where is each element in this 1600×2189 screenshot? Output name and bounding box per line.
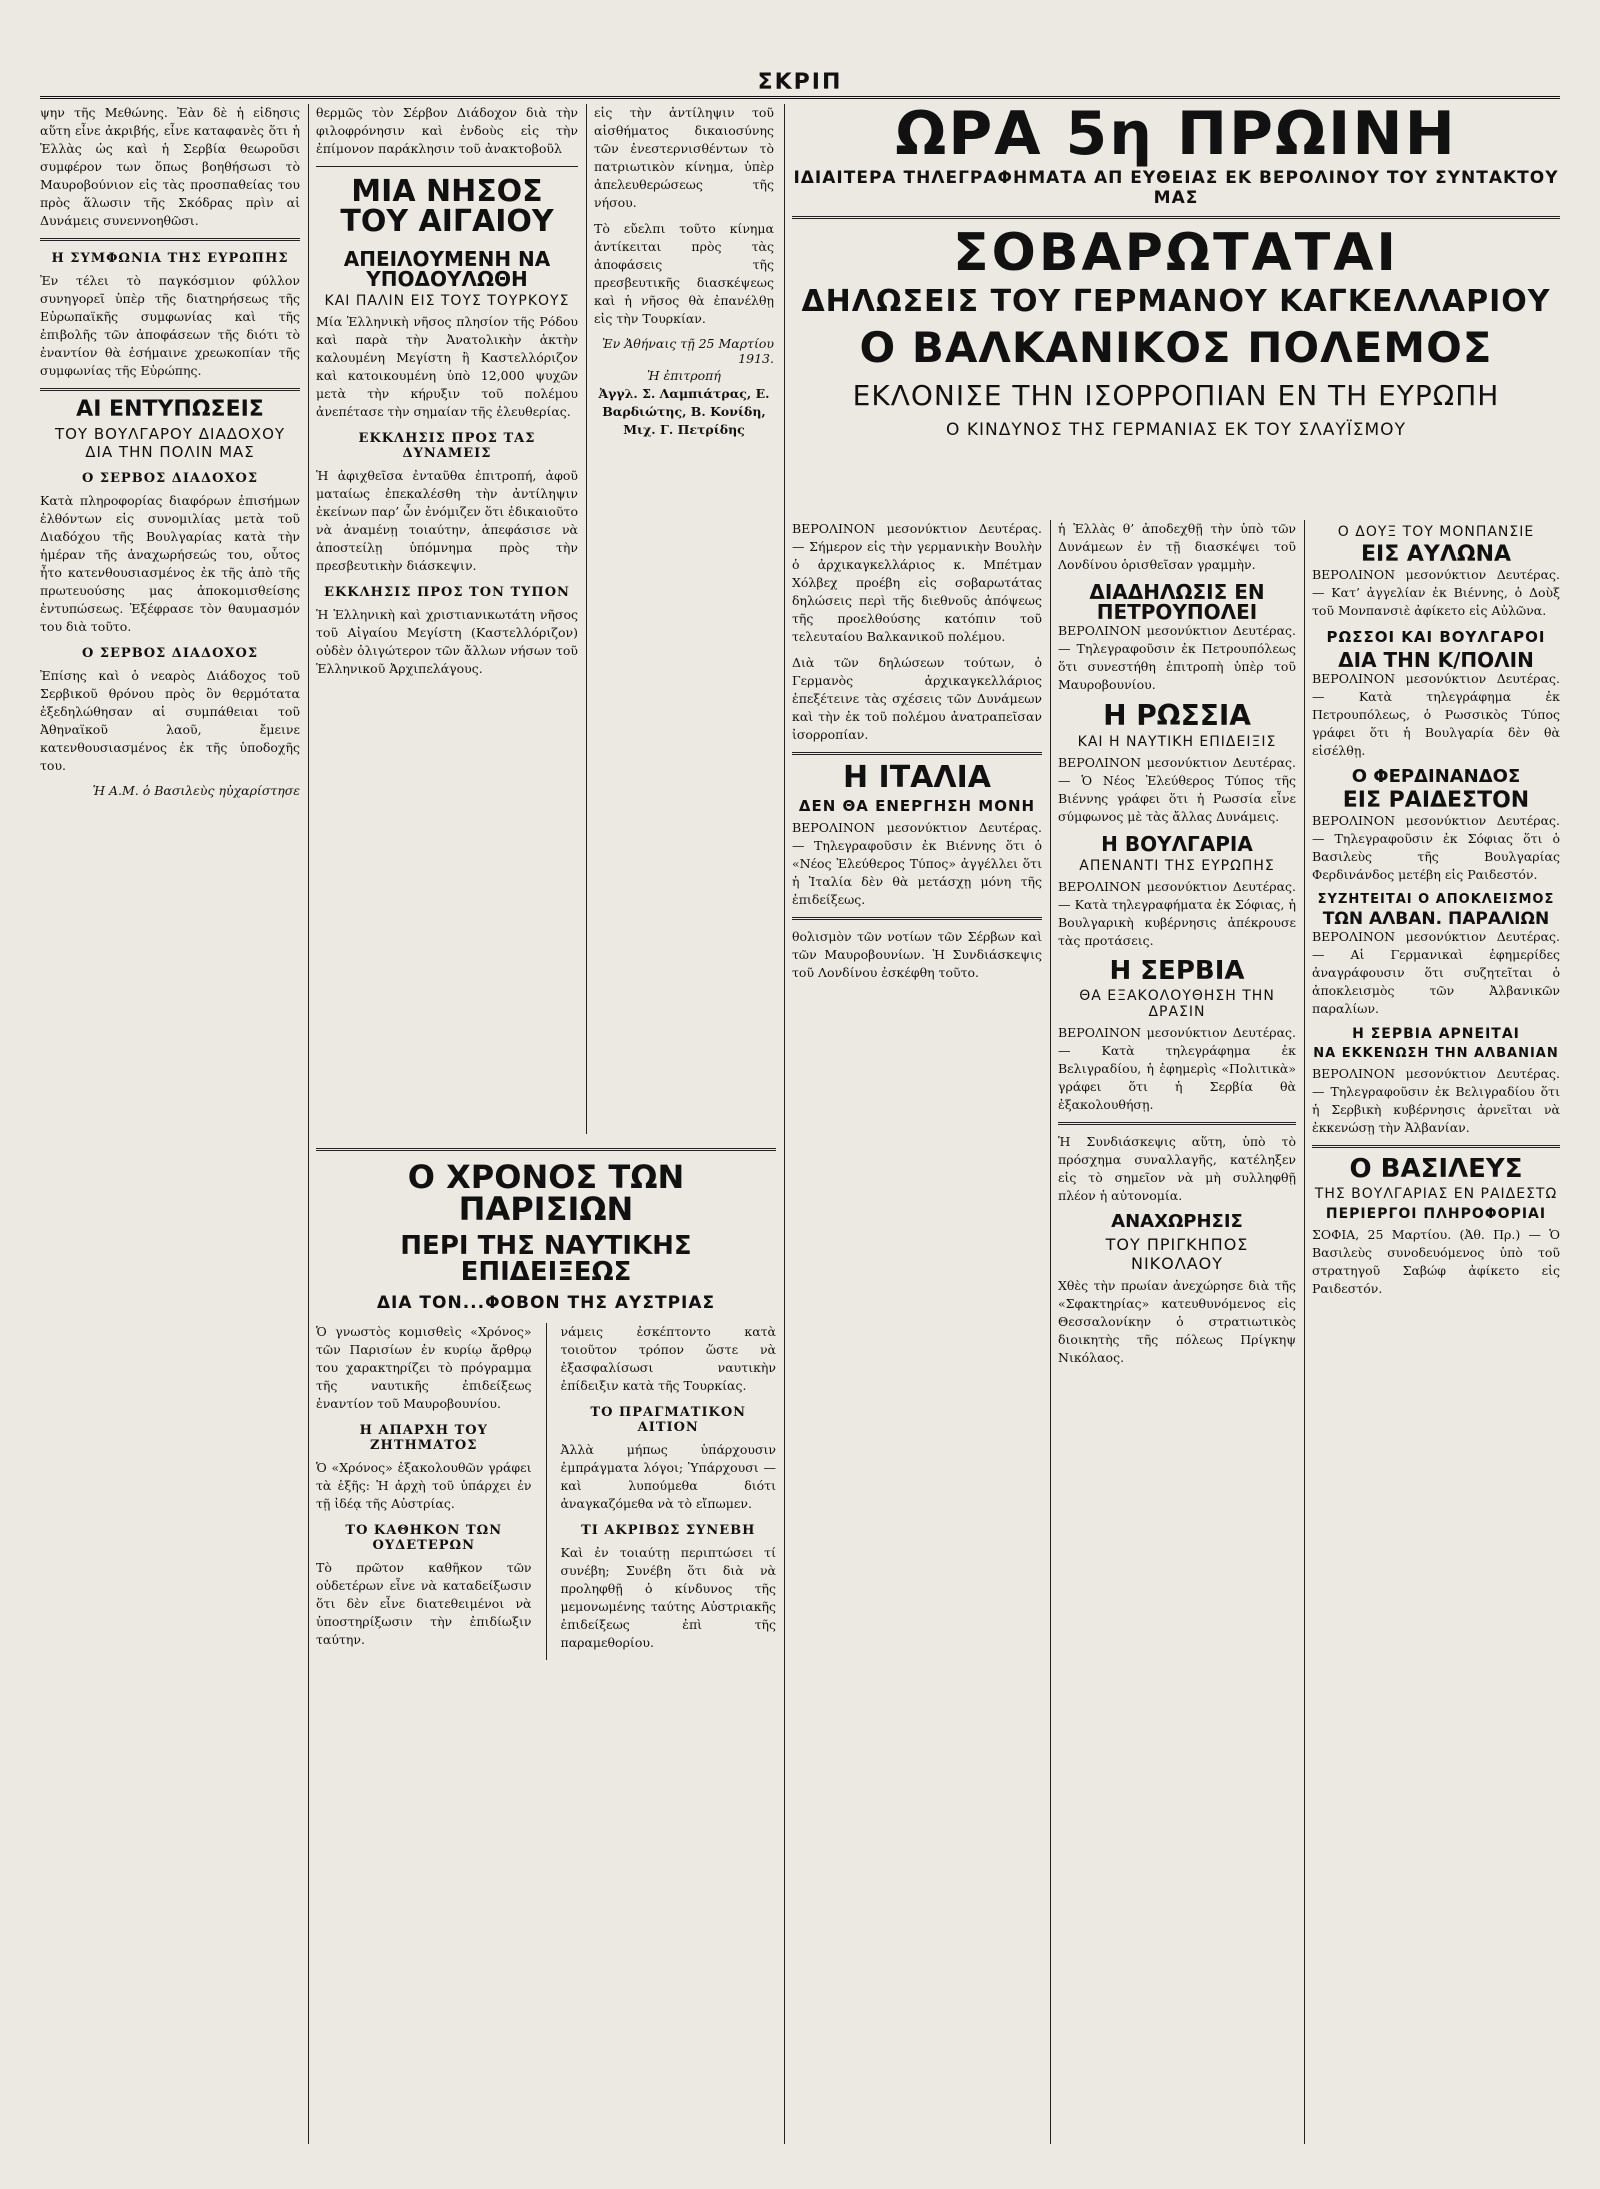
headline-apokleismos: ΣΥΖΗΤΕΙΤΑΙ Ο ΑΠΟΚΛΕΙΣΜΟΣ	[1317, 892, 1555, 907]
article-text: Ἡ Ἑλληνικὴ καὶ χριστιανικωτάτη νῆσος τοῦ Αἰγαίου Μεγίστη (Καστελλόριζον) οὐδὲν ὀλιγώτερον τῶν ἄλλων νήσων τοῦ Ἑλληνικοῦ Ἀρχιπελάγους.	[316, 607, 578, 676]
headline-diloseis: ΔΗΛΩΣΕΙΣ ΤΟΥ ΓΕΡΜΑΝΟΥ ΚΑΓΚΕΛΛΑΡΙΟΥ	[801, 284, 1551, 319]
article-text: Ὁ «Χρόνος» ἐξακολουθῶν γράφει τὰ ἑξῆς: Ἡ ἀρχὴ τοῦ ὑπάρχει ἐν τῇ ἰδέᾳ τῆς Αὐστρίας.	[316, 1460, 532, 1511]
headline-naftiki: ΠΕΡΙ ΤΗΣ ΝΑΥΤΙΚΗΣ ΕΠΙΔΕΙΞΕΩΣ	[400, 1231, 692, 1287]
subheadline-avstria: ΔΙΑ ΤΟΝ...ΦΟΒΟΝ ΤΗΣ ΑΥΣΤΡΙΑΣ	[376, 1293, 716, 1313]
article-text: εἰς τὴν ἀντίληψιν τοῦ αἰσθήματος δικαιοσύνης τῶν ἐνεστερνισθέντων τὸ πατριωτικὸν κίνημα, ὑπὲρ ἀπελευθερώσεως τῆς νήσου.	[594, 105, 774, 210]
article-text: ΒΕΡΟΛΙΝΟΝ μεσονύκτιον Δευτέρας. — Κατὰ τηλεγράφημα ἐκ Βελιγραδίου, ἡ ἐφημερὶς «Πολιτικὰ» γράφει ὅτι ἡ Σερβία θὰ ἐξακολουθήσῃ.	[1058, 1025, 1296, 1112]
article-text: ΒΕΡΟΛΙΝΟΝ μεσονύκτιον Δευτέρας. — Ὁ Νέος Ἐλεύθερος Τύπος τῆς Βιέννης γράφει ὅτι ἡ Ρωσσία εἶνε σύμφωνος μὲ τὰς ἄλλας Δυνάμεις.	[1058, 755, 1296, 824]
committee-names: Ἀγγλ. Σ. Λαμπιάτρας, Ε. Βαρδιώτης, Β. Κονίδη, Μιχ. Γ. Πετρίδης	[598, 386, 770, 437]
headline-ferdinandos: Ο ΦΕΡΔΙΝΑΝΔΟΣ	[1351, 766, 1521, 787]
column-right-2	[1058, 520, 1296, 2144]
subheadline-kindynos: Ο ΚΙΝΔΥΝΟΣ ΤΗΣ ΓΕΡΜΑΝΙΑΣ ΕΚ ΤΟΥ ΣΛΑΥΪΣΜΟΥ	[946, 420, 1406, 440]
column-rule	[308, 104, 309, 2144]
divider	[316, 1148, 776, 1151]
column-1	[40, 104, 300, 2144]
divider	[40, 238, 300, 241]
headline-rossoi: ΡΩΣΣΟΙ ΚΑΙ ΒΟΥΛΓΑΡΟΙ	[1326, 628, 1546, 646]
article-text: Χθὲς τὴν πρωίαν ἀνεχώρησε διὰ τῆς «Σφακτηρίας» κατευθυνόμενος εἰς Θεσσαλονίκην ὁ στρατιωτικὸς διοικητὴς τῆς πόλεως Πρίγκηψ Νικόλαος.	[1058, 1278, 1296, 1365]
subheadline-nikolaou: ΤΟΥ ΠΡΙΓΚΗΠΟΣ ΝΙΚΟΛΑΟΥ	[1105, 1235, 1249, 1273]
divider	[792, 917, 1042, 920]
divider	[792, 752, 1042, 755]
divider	[1312, 1145, 1560, 1148]
headline-chronos: Ο ΧΡΟΝΟΣ ΤΩΝ ΠΑΡΙΣΙΩΝ	[407, 1158, 685, 1228]
divider	[40, 388, 300, 391]
headline-ti-synevi: ΤΙ ΑΚΡΙΒΩΣ ΣΥΝΕΒΗ	[581, 1523, 756, 1538]
headline-sovarotatai: ΣΟΒΑΡΩΤΑΤΑΙ	[953, 223, 1399, 283]
headline-aparchi: Η ΑΠΑΡΧΗ ΤΟΥ ΖΗΤΗΜΑΤΟΣ	[359, 1423, 488, 1453]
headline-anachorisis: ΑΝΑΧΩΡΗΣΙΣ	[1111, 1211, 1243, 1232]
lower-section	[316, 1140, 776, 2144]
subheadline-vasilefs: ΤΗΣ ΒΟΥΛΓΑΡΙΑΣ ΕΝ ΡΑΙΔΕΣΤΩ	[1314, 1186, 1558, 1202]
column-3	[594, 104, 774, 1134]
headline-kathikon: ΤΟ ΚΑΘΗΚΟΝ ΤΩΝ ΟΥΔΕΤΕΡΩΝ	[345, 1523, 503, 1553]
headline-kpolin: ΔΙΑ ΤΗΝ Κ/ΠΟΛΙΝ	[1338, 648, 1534, 672]
headline-nisos: ΜΙΑ ΝΗΣΟΣ ΤΟΥ ΑΙΓΑΙΟΥ	[340, 174, 554, 239]
article-text: θολισμὸν τῶν νοτίων τῶν Σέρβων καὶ τῶν Μαυροβουνίων. Ἡ Συνδιάσκεψις τοῦ Λονδίνου ἐσκέφθη τοῦτο.	[792, 929, 1042, 980]
article-text: ἡ Ἑλλὰς θ’ ἀποδεχθῇ τὴν ὑπὸ τῶν Δυνάμεων ἐν τῇ διασκέψει τοῦ Λονδίνου ὁρισθεῖσαν γραμμὴν.	[1058, 521, 1296, 572]
subheadline-eklonise: ΕΚΛΟΝΙΣΕ ΤΗΝ ΙΣΟΡΡΟΠΙΑΝ ΕΝ ΤΗ ΕΥΡΩΠΗ	[852, 379, 1500, 412]
article-text: ψην τῆς Μεθώνης. Ἐὰν δὲ ἡ εἰδησις αὕτη εἶνε ἀκριβής, εἶνε καταφανὲς ὅτι ἡ Ἑλλὰς ὡς καὶ ἡ Σερβία θεωροῦσι συμφέρον των ὅπως βοηθήσωσι τὸ Μαυροβούνιον εἰς τὰς προσπαθείας του πρὸς ἅλωσιν τῆς Σκόδρας πρὶν αἱ Δυνάμεις συνεννοηθῶσι.	[40, 105, 300, 228]
divider	[316, 166, 578, 167]
headline-entyposeis: ΑΙ ΕΝΤΥΠΩΣΕΙΣ	[76, 397, 264, 422]
masthead	[40, 70, 1560, 99]
headline-rossia: Η ΡΩΣΣΙΑ	[1103, 699, 1251, 732]
column-right-1	[792, 520, 1042, 2144]
column-rule	[784, 104, 785, 2144]
headline-servia-arneitai: Η ΣΕΡΒΙΑ ΑΡΝΕΙΤΑΙ	[1352, 1026, 1520, 1042]
subheadline-tilegrafimata: ΙΔΙΑΙΤΕΡΑ ΤΗΛΕΓΡΑΦΗΜΑΤΑ ΑΠ ΕΥΘΕΙΑΣ ΕΚ ΒΕΡΟΛΙΝΟΥ ΤΟΥ ΣΥΝΤΑΚΤΟΥ ΜΑΣ	[793, 168, 1559, 208]
headline-ekklisis-typos: ΕΚΚΛΗΣΙΣ ΠΡΟΣ ΤΟΝ ΤΥΠΟΝ	[324, 585, 570, 600]
article-text: Ἐπίσης καὶ ὁ νεαρὸς Διάδοχος τοῦ Σερβικοῦ θρόνου πρὸς ὃν θερμότατα ἐξεδηλώθησαν αἱ συμπάθειαι τοῦ Ἀθηναϊκοῦ λαοῦ, ἔμεινε κατενθουσιασμένος ἐκ τῆς ὑποδοχῆς του.	[40, 668, 300, 773]
subheadline-palin: ΚΑΙ ΠΑΛΙΝ ΕΙΣ ΤΟΥΣ ΤΟΥΡΚΟΥΣ	[324, 293, 570, 309]
article-text: θερμῶς τὸν Σέρβον Διάδοχον διὰ τὴν φιλοφρόνησιν καὶ ἐνδοὺς εἰς τὴν ἐπίμονον παράκλησιν τοῦ ἀνακτοβοῦλ	[316, 105, 578, 156]
article-text: Ἡ ἀφιχθεῖσα ἐνταῦθα ἐπιτροπή, ἀφοῦ ματαίως ἐπεκαλέσθη τὴν ἀντίληψιν ἐκείνων παρ’ ὧν ἐνόμιζεν ὅτι ἐδικαιοῦτο νὰ ἀναμένῃ τοιαύτην, ἀπεφάσισε νὰ ἀποστείλῃ ὑπόμνημα πρὸς τὴν πρεσβευτικὴν διάσκεψιν.	[316, 468, 578, 573]
article-text: ΒΕΡΟΛΙΝΟΝ μεσονύκτιον Δευτέρας. — Κατὰ τηλεγράφημα ἐκ Πετρουπόλεως, ὁ Ρωσσικὸς Τύπος γράφει ὅτι ἡ Βουλγαρία δὲν θὰ εἰσέλθῃ.	[1312, 671, 1560, 758]
article-text: Ὁ γνωστὸς κομισθεὶς «Χρόνος» τῶν Παρισίων ἐν κυρίῳ ἄρθρῳ του χαρακτηρίζει τὸ πρόγραμμα τῆς ναυτικῆς ἐπιδείξεως ἐναντίον τοῦ Μαυροβουνίου.	[316, 1324, 532, 1411]
headline-paralion: ΤΩΝ ΑΛΒΑΝ. ΠΑΡΑΛΙΩΝ	[1322, 909, 1550, 929]
committee-label: Ἡ ἐπιτροπή	[647, 368, 721, 383]
article-text: Καὶ ἐν τοιαύτῃ περιπτώσει τί συνέβη; Συνέβη ὅτι διὰ νὰ προληφθῇ ὁ κίνδυνος τῆς μεμονωμένης ταύτης Αὐστριακῆς ἐπιδείξεως ἐπὶ τῆς παραμεθορίου.	[560, 1545, 776, 1650]
article-text: Κατὰ πληροφορίας διαφόρων ἐπισήμων ἐλθόντων εἰς συνομιλίας μετὰ τοῦ Διαδόχου τῆς Βουλγαρίας κατὰ τὴν ἡμέραν τῆς ἀναχωρήσεώς του, οὗτος ἦτο κατενθουσιασμένος ἐκ τῆς ἀπὸ τῆς πρωτευούσης μας ἀποκομισθείσης ἐντυπώσεως. Ἐξέφρασε τὸν θαυμασμόν του διὰ τοῦτο.	[40, 493, 300, 634]
headline-italia: Η ΙΤΑΛΙΑ	[843, 760, 991, 795]
headline-monpansie: Ο ΔΟΥΞ ΤΟΥ ΜΟΝΠΑΝΣΙΕ	[1337, 524, 1535, 540]
article-text: ΒΕΡΟΛΙΝΟΝ μεσονύκτιον Δευτέρας. — Τηλεγραφοῦσιν ἐκ Βελιγραδίου ὅτι ἡ Σερβικὴ κυβέρνησις ἀρνεῖται νὰ ἐκκενώσῃ τὴν Ἀλβανίαν.	[1312, 1066, 1560, 1135]
subheadline-entyposeis: ΤΟΥ ΒΟΥΛΓΑΡΟΥ ΔΙΑΔΟΧΟΥ ΔΙΑ ΤΗΝ ΠΟΛΙΝ ΜΑΣ	[54, 425, 286, 461]
headline-servia: Η ΣΕΡΒΙΑ	[1109, 956, 1245, 986]
subheadline-perierga: ΠΕΡΙΕΡΓΟΙ ΠΛΗΡΟΦΟΡΙΑΙ	[1325, 1206, 1547, 1222]
divider	[1058, 1122, 1296, 1125]
subheadline-ekkenosi: ΝΑ ΕΚΚΕΝΩΣΗ ΤΗΝ ΑΛΒΑΝΙΑΝ	[1313, 1046, 1559, 1061]
headline-apeiloumeni: ΑΠΕΙΛΟΥΜΕΝΗ ΝΑ ΥΠΟΔΟΥΛΩΘΗ	[343, 247, 551, 291]
article-text: ΒΕΡΟΛΙΝΟΝ μεσονύκτιον Δευτέρας. — Κατ’ ἀγγελίαν ἐκ Βιέννης, ὁ Δοὺξ τοῦ Μονπανσιὲ ἀφίκετο εἰς Αὐλῶνα.	[1312, 567, 1560, 618]
article-text: νάμεις ἐσκέπτοντο κατὰ τοιοῦτον τρόπον ὥστε νὰ ἐξασφαλίσωσι ναυτικὴν ἐπίδειξιν κατὰ τῆς Τουρκίας.	[560, 1324, 776, 1393]
newspaper-name: ΣΚΡΙΠ	[757, 70, 843, 95]
article-text: Διὰ τῶν δηλώσεων τούτων, ὁ Γερμανὸς ἀρχικαγκελλάριος ἐπεξέτεινε τὰς σχέσεις τῶν Δυνάμεων καὶ τὴν ἐκ τοῦ πολέμου ἀνατραπεῖσαν ἰσορροπίαν.	[792, 655, 1042, 742]
article-text: Ἀλλὰ μήπως ὑπάρχουσιν ἐμπράγματα λόγοι; Ὑπάρχουσι — καὶ λυπούμεθα διότι ἀναγκαζόμεθα νὰ τὸ εἴπωμεν.	[560, 1442, 776, 1511]
headline-diadilosis: ΔΙΑΔΗΛΩΣΙΣ ΕΝ ΠΕΤΡΟΥΠΟΛΕΙ	[1089, 580, 1265, 624]
headline-voulgaria: Η ΒΟΥΛΓΑΡΙΑ	[1101, 832, 1253, 856]
subheadline-servia: ΘΑ ΕΞΑΚΟΛΟΥΘΗΣΗ ΤΗΝ ΔΡΑΣΙΝ	[1079, 988, 1275, 1020]
article-text: ΣΟΦΙΑ, 25 Μαρτίου. (Ἀθ. Πρ.) — Ὁ Βασιλεὺς συνοδευόμενος ὑπὸ τοῦ στρατηγοῦ Σαβώφ ἀφίκετο εἰς Ραιδεστόν.	[1312, 1227, 1560, 1296]
article-text: ΒΕΡΟΛΙΝΟΝ μεσονύκτιον Δευτέρας. — Σήμερον εἰς τὴν γερμανικὴν Βουλὴν ὁ ἀρχικαγκελλάριος κ. Μπέτμαν Χόλβεχ προέβη εἰς σοβαρωτάτας δηλώσεις περὶ τῆς διεθνοῦς ἀπόψεως τῆς προελθούσης κατόπιν τοῦ τελευταίου Βαλκανικοῦ πολέμου.	[792, 521, 1042, 644]
article-text: Τὸ πρῶτον καθῆκον τῶν οὐδετέρων εἶνε νὰ καταδείξωσιν ὅτι δὲν εἶνε διατεθειμένοι νὰ ὑποστηρίξωσιν τὴν ἐπιδίωξιν ταύτην.	[316, 1560, 532, 1647]
headline-vasilefs: Ο ΒΑΣΙΛΕΥΣ	[1349, 1154, 1523, 1184]
article-text: Ἐν τέλει τὸ παγκόσμιον φύλλον συνηγορεῖ ὑπὲρ τῆς διατηρήσεως τῆς Εὐρωπαϊκῆς συμφωνίας καὶ τῆς ἐπιβολῆς τῶν ἀποφάσεων τῆς διότι τὸ ἐναντίον θὰ ἐσήμαινε χρεωκοπίαν τῆς συμφωνίας τῆς Εὐρώπης.	[40, 273, 300, 378]
article-text: ΒΕΡΟΛΙΝΟΝ μεσονύκτιον Δευτέρας. — Αἱ Γερμανικαὶ ἐφημερίδες ἀναγράφουσιν ὅτι συζητεῖται ὁ ἀποκλεισμὸς τῶν Ἀλβανικῶν παραλίων.	[1312, 929, 1560, 1016]
column-right-3	[1312, 520, 1560, 2144]
article-text: Ἡ Α.Μ. ὁ Βασιλεὺς ηὐχαρίστησε	[92, 783, 300, 798]
headline-avlona: ΕΙΣ ΑΥΛΩΝΑ	[1360, 542, 1512, 567]
article-text: Μία Ἑλληνικὴ νῆσος πλησίον τῆς Ρόδου καὶ παρὰ τὴν Ἀνατολικὴν ἀκτὴν καλουμένη Μεγίστη ἢ Καστελλόριζον καὶ κατοικουμένη ὑπὸ 12,000 ψυχῶν μετὰ τὴν κήρυξιν τοῦ πολέμου ἀνεπέτασε τὴν σημαίαν τῆς ἐλευθερίας.	[316, 314, 578, 419]
headline-servos-diadochos: Ο ΣΕΡΒΟΣ ΔΙΑΔΟΧΟΣ	[81, 471, 259, 486]
headline-ora: ΩΡΑ 5η ΠΡΩΙΝΗ	[895, 104, 1457, 169]
column-rule	[586, 104, 587, 1134]
divider	[792, 216, 1560, 219]
headline-servos-diadochos: Ο ΣΕΡΒΟΣ ΔΙΑΔΟΧΟΣ	[81, 646, 259, 661]
article-text: ΒΕΡΟΛΙΝΟΝ μεσονύκτιον Δευτέρας. — Τηλεγραφοῦσιν ἐκ Πετρουπόλεως ὅτι συνεστήθη ἐπιτροπὴ ὑπὲρ τοῦ Μαυροβουνίου.	[1058, 623, 1296, 692]
right-banner	[792, 104, 1560, 504]
subheadline-rossia: ΚΑΙ Η ΝΑΥΤΙΚΗ ΕΠΙΔΕΙΞΙΣ	[1077, 734, 1277, 750]
headline-valkanikos: Ο ΒΑΛΚΑΝΙΚΟΣ ΠΟΛΕΜΟΣ	[859, 323, 1493, 372]
headline-raidestos: ΕΙΣ ΡΑΙΔΕΣΤΟΝ	[1342, 788, 1530, 813]
article-date: Ἐν Ἀθήναις τῇ 25 Μαρτίου 1913.	[602, 336, 774, 366]
subheadline-voulgaria: ΑΠΕΝΑΝΤΙ ΤΗΣ ΕΥΡΩΠΗΣ	[1079, 858, 1275, 874]
article-text: ΒΕΡΟΛΙΝΟΝ μεσονύκτιον Δευτέρας. — Τηλεγραφοῦσιν ἐκ Βιέννης ὅτι ὁ «Νέος Ἐλεύθερος Τύπος» ἀγγέλλει ὅτι ἡ Ἰταλία δὲν θὰ μετάσχῃ μόνη τῆς ἐπιδείξεως.	[792, 820, 1042, 907]
subheadline-italia: ΔΕΝ ΘΑ ΕΝΕΡΓΗΣΗ ΜΟΝΗ	[798, 797, 1036, 815]
headline-ekklisis-dynameis: ΕΚΚΛΗΣΙΣ ΠΡΟΣ ΤΑΣ ΔΥΝΑΜΕΙΣ	[358, 431, 536, 461]
headline-pragmatikon: ΤΟ ΠΡΑΓΜΑΤΙΚΟΝ ΑΙΤΙΟΝ	[590, 1405, 747, 1435]
column-rule	[1304, 520, 1305, 2144]
column-rule	[1050, 520, 1051, 2144]
article-text: Τὸ εὔελπι τοῦτο κίνημα ἀντίκειται πρὸς τὰς ἀποφάσεις τῆς πρεσβευτικῆς διασκέψεως καὶ ἡ νῆσος θὰ ἐπανέλθῃ εἰς τὴν Τουρκίαν.	[594, 221, 774, 326]
article-text: ΒΕΡΟΛΙΝΟΝ μεσονύκτιον Δευτέρας. — Κατὰ τηλεγραφήματα ἐκ Σόφιας, ἡ Βουλγαρικὴ κυβέρνησις ἀπέκρουσε τὰς προτάσεις.	[1058, 879, 1296, 948]
column-2	[316, 104, 578, 1134]
headline-symfonia: Η ΣΥΜΦΩΝΙΑ ΤΗΣ ΕΥΡΩΠΗΣ	[51, 251, 289, 266]
article-text: Ἡ Συνδιάσκεψις αὕτη, ὑπὸ τὸ πρόσχημα συναλλαγῆς, κατέληξεν εἰς τὸ σημεῖον νὰ μὴ συλληφθῇ πλέον ἡ αὐτονομία.	[1058, 1134, 1296, 1203]
article-text: ΒΕΡΟΛΙΝΟΝ μεσονύκτιον Δευτέρας. — Τηλεγραφοῦσιν ἐκ Σόφιας ὅτι ὁ Βασιλεὺς τῆς Βουλγαρίας Φερδινάνδος μετέβη εἰς Ραιδεστόν.	[1312, 813, 1560, 882]
